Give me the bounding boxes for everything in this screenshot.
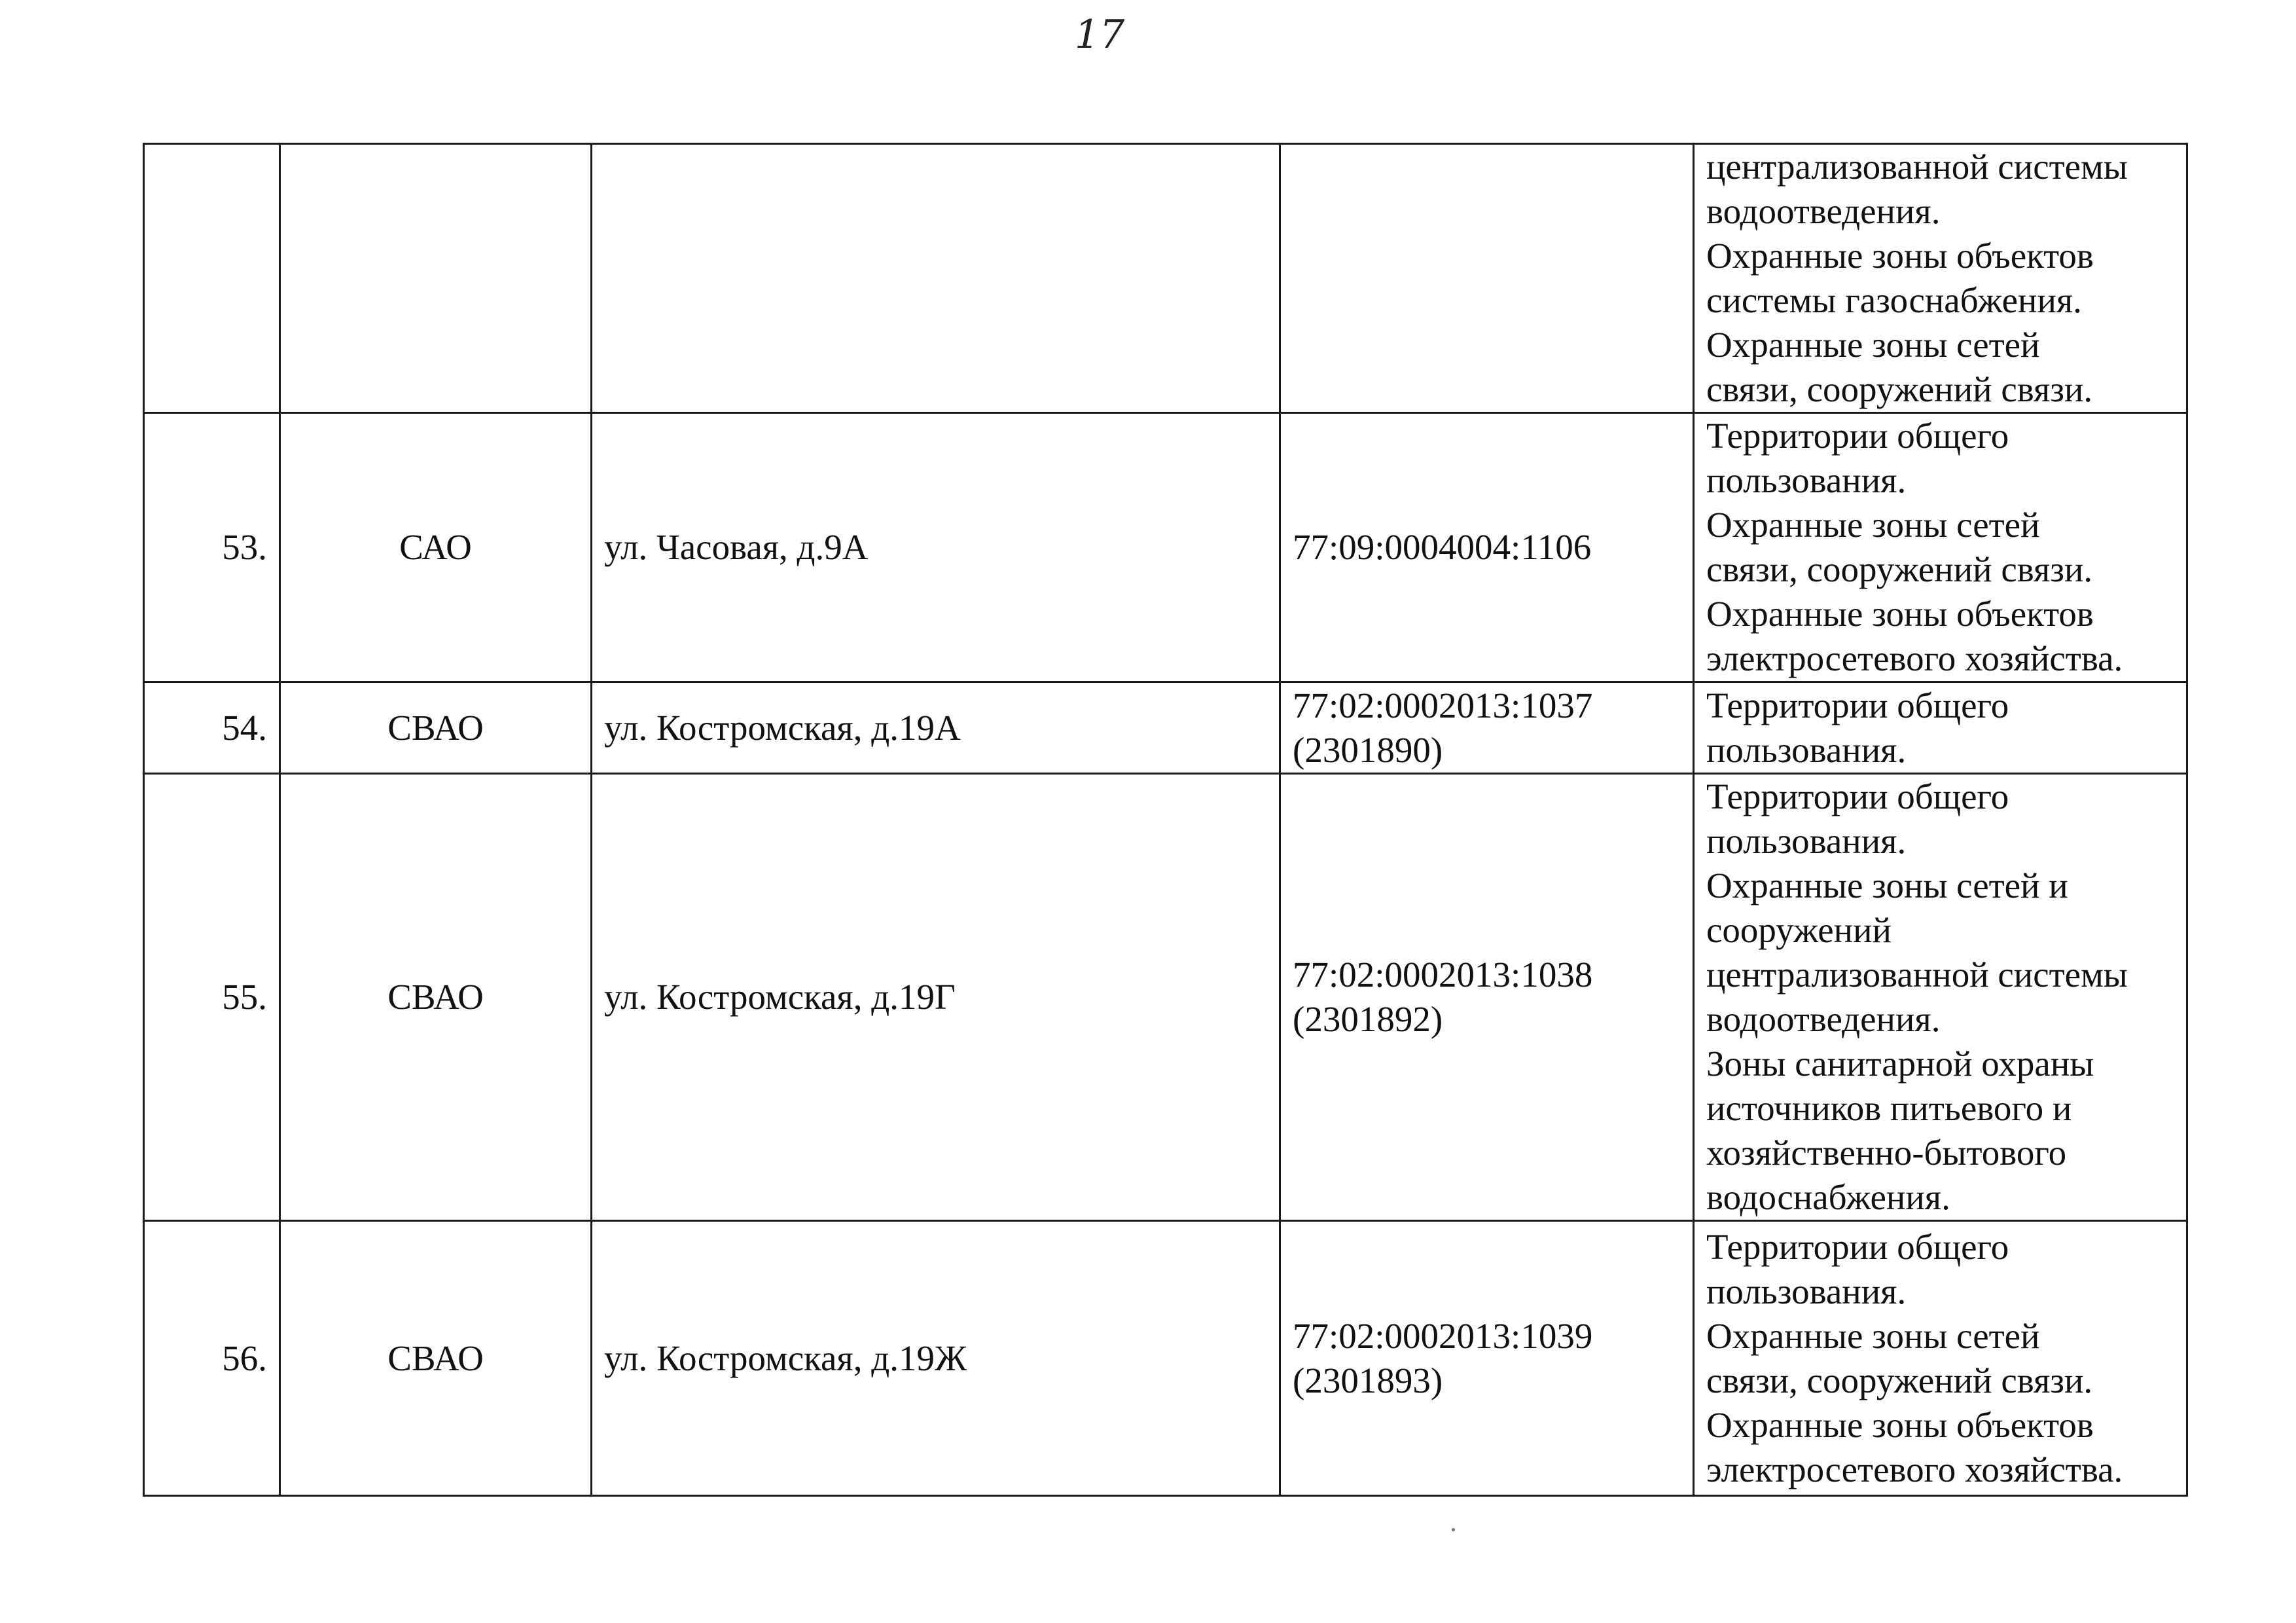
table-row <box>144 144 2187 413</box>
row-number-cell: 56. <box>144 1221 280 1496</box>
restriction-line: пользования. <box>1706 1271 1907 1311</box>
address-cell: ул. Костромская, д.19А <box>592 682 1280 774</box>
restriction-line: Зоны санитарной охраны <box>1706 1044 2094 1084</box>
address-cell: ул. Костромская, д.19Ж <box>592 1221 1280 1496</box>
district-cell: СВАО <box>280 682 592 774</box>
restriction-line: сооружений <box>1706 910 1892 950</box>
restriction-line: Охранные зоны сетей <box>1706 1315 2040 1356</box>
cadastral-number-cell <box>1280 144 1694 413</box>
registry-number: (2301893) <box>1293 1360 1443 1400</box>
restriction-line: связи, сооружений связи. <box>1706 1360 2093 1400</box>
restrictions-cell <box>1694 1221 2187 1496</box>
cadastral-number-cell <box>1280 774 1694 1221</box>
restriction-line: водоснабжения. <box>1706 1177 1950 1217</box>
district-cell: САО <box>280 413 592 682</box>
address-cell: ул. Костромская, д.19Г <box>592 774 1280 1221</box>
land-plots-table <box>143 143 2188 1497</box>
row-number-cell: 55. <box>144 774 280 1221</box>
address-cell <box>592 144 1280 413</box>
restriction-line: связи, сооружений связи. <box>1706 369 2093 409</box>
restriction-line: электросетевого хозяйства. <box>1706 638 2123 678</box>
cadastral-number-cell <box>1280 1221 1694 1496</box>
cadastral-number: 77:09:0004004:1106 <box>1293 527 1592 567</box>
restriction-line: Охранные зоны объектов <box>1706 236 2094 276</box>
address-cell: ул. Часовая, д.9А <box>592 413 1280 682</box>
restrictions-cell <box>1694 413 2187 682</box>
registry-number: (2301890) <box>1293 729 1443 770</box>
restrictions-cell <box>1694 682 2187 774</box>
restriction-line: Охранные зоны сетей <box>1706 505 2040 545</box>
restriction-line: пользования. <box>1706 460 1907 500</box>
restriction-line: хозяйственно-бытового <box>1706 1133 2067 1173</box>
scan-speck <box>1452 1528 1455 1531</box>
restriction-line: Территории общего <box>1706 1226 2009 1267</box>
district-cell: СВАО <box>280 1221 592 1496</box>
table-row <box>144 413 2187 682</box>
row-number-cell: 53. <box>144 413 280 682</box>
restriction-line: водоотведения. <box>1706 999 1941 1039</box>
cadastral-number-cell <box>1280 682 1694 774</box>
restriction-line: Территории общего <box>1706 416 2009 456</box>
restriction-line: пользования. <box>1706 821 1907 861</box>
restriction-line: электросетевого хозяйства. <box>1706 1449 2123 1489</box>
district-cell <box>280 144 592 413</box>
restriction-line: Территории общего <box>1706 685 2009 725</box>
restriction-line: Охранные зоны сетей и <box>1706 866 2068 905</box>
cadastral-number: 77:02:0002013:1037 <box>1293 685 1593 725</box>
district-cell: СВАО <box>280 774 592 1221</box>
restriction-line: централизованной системы <box>1706 955 2128 994</box>
restriction-line: системы газоснабжения. <box>1706 280 2082 320</box>
restrictions-cell <box>1694 144 2187 413</box>
cadastral-number: 77:02:0002013:1039 <box>1293 1315 1593 1356</box>
restriction-line: водоотведения. <box>1706 191 1941 231</box>
table-row <box>144 1221 2187 1496</box>
restriction-line: Охранные зоны объектов <box>1706 1404 2094 1445</box>
cadastral-number-cell <box>1280 413 1694 682</box>
restriction-line: Охранные зоны сетей <box>1706 325 2040 365</box>
restriction-line: Территории общего <box>1706 776 2009 816</box>
restriction-line: связи, сооружений связи. <box>1706 549 2093 589</box>
row-number-cell: 54. <box>144 682 280 774</box>
restrictions-cell <box>1694 774 2187 1221</box>
registry-number: (2301892) <box>1293 999 1443 1039</box>
table-row <box>144 682 2187 774</box>
restriction-line: централизованной системы <box>1706 147 2128 187</box>
restriction-line: источников питьевого и <box>1706 1088 2072 1128</box>
cadastral-number: 77:02:0002013:1038 <box>1293 955 1593 994</box>
page-number: 17 <box>1074 12 1125 58</box>
table-row <box>144 774 2187 1221</box>
restriction-line: Охранные зоны объектов <box>1706 594 2094 634</box>
restriction-line: пользования. <box>1706 729 1907 770</box>
row-number-cell <box>144 144 280 413</box>
